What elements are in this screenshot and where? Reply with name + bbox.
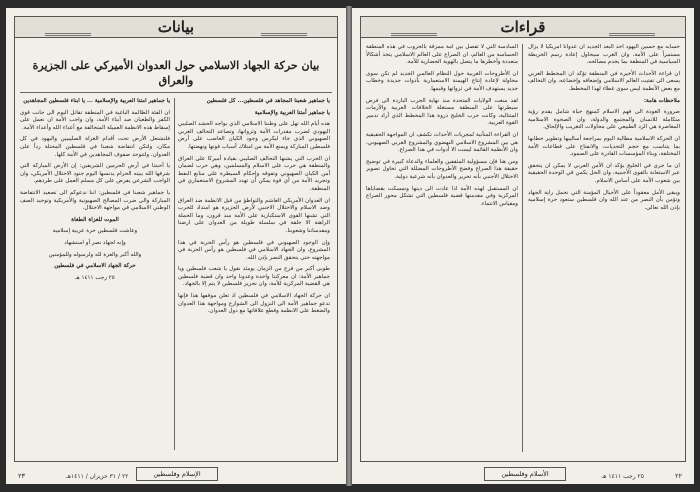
paragraph: ان حركة الجهاد الاسلامي في فلسطين اذ تعلن موقفها هذا فإنها تدعو جماهير الأمة الى النزول الى الشوارع ومواجهة هذا العدوان والضغط على الانظمة وقطع علاقاتها مع دول العدوان. (178, 293, 330, 315)
paragraph: طوبى أكبر من فرح من الزمان يومئذ نقول يا شعب فلسطين ويا جماهير الأمة: ان معركتنا واحدة وعدونا واحد وان قضية فلسطين هي القضية المركزية للأمة، وان تحرير فلسطين لا يتم إلا بالجهاد. (178, 266, 330, 288)
footer-magazine-label: الإسلام وفلسطين (153, 470, 201, 478)
footer-magazine-name (484, 467, 566, 481)
paragraph: ان الأطروحات الغربية حول النظام العالمي الجديد لم تكن سوى محاولة لإعادة إنتاج الهيمنة الاستعمارية بأدوات جديدة وخطاب جديد يستهدف الأمة في ثرواتها وقيمها. (366, 70, 518, 92)
paragraph: فلتشتعل الأرض تحت أقدام الغزاة الصليبيين واليهود في كل مكان، ولتكن انتفاضة شعبنا في فلسطين المحتلة رداً على العدوان، ولتتوحد صفوف المجاهدين في الأمة كلها. (20, 136, 170, 158)
paragraph: وإن الوجود الصهيوني في فلسطين هو رأس الحربة في هذا المشروع، وان الجهاد الاسلامي في فلسطين هو رأس الحربة في مواجهته حتى يتحقق النصر بإذن الله. (178, 239, 330, 261)
column-divider (522, 44, 523, 452)
footer-magazine-name (136, 467, 218, 481)
statement-date: ٢٥ رجب ١٤١١ هـ (75, 274, 115, 281)
headline-divider (20, 92, 332, 93)
section-header (14, 16, 338, 38)
signatory: حركة الجهاد الاسلامي في فلسطين (54, 263, 136, 270)
paragraph: ويبقى الأمل معقوداً على الأجيال المؤمنة التي تحمل راية الجهاد وتؤمن بأن النصر من عند الله وان فلسطين ستعود حرة إسلامية بإذن الله تعالى. (528, 189, 680, 211)
closing-line: الموت للغزاة الطغاة (71, 216, 119, 223)
header-ornament-left (45, 21, 91, 36)
closing-line: وإنه لجهاد نصر أو استشهاد (64, 239, 126, 246)
section-title: قراءات (500, 18, 546, 36)
paragraph: ان العدوان الأمريكي الغاشم والتواطؤ من قبل الانظمة ضد العراق وضد الاسلام والاحتلال الاجنبي لأرض الجزيرة هو امتداد للحرب التي تشنها القوى الاستكبارية على الأمة منذ قرون، وما الحملة الراهنة الا حلقة في سلسلة طويلة من العدوان على ارضنا ومقدساتنا وشعوبنا. (178, 197, 330, 234)
statement-column-left (20, 98, 170, 452)
paragraph: ان الحركة الاسلامية مطالبة اليوم بمراجعة أساليبها وتطوير خطابها بما يتناسب مع حجم التحديات، والانفتاح على قطاعات الأمة المختلفة، وبناء المؤسسات القادرة على الصمود. (528, 135, 680, 158)
paragraph: ان قراءة الأحداث الأخيرة في المنطقة تؤكد ان المخطط الغربي يسعى الى تفتيت العالم الاسلامي وإضعافه وإخضاعه، وان التحالف مع بعض الأنظمة ليس سوى غطاء لهذا المخطط. (528, 70, 680, 92)
left-page (6, 8, 346, 484)
paragraph: ان الفئة الظالمة الباغية في المنطقة تقاتل اليوم الى جانب قوى الكفر والطغيان ضد أبناء الأمة، وان واجب الأمة ان تعمل على إسقاط هذه الانظمة العميلة المتحالفة مع أعداء الله وأعداء الأمة. (20, 109, 170, 131)
article-column-right (528, 44, 680, 454)
paragraph: لقد سعت الولايات المتحدة منذ نهاية الحرب الباردة الى فرض سيطرتها على المنطقة مستغلة الخلافات العربية والأزمات المتتالية، وكانت حرب الخليج ذروة هذا المخطط الذي أراد تدمير القوة العربية. (366, 97, 518, 127)
section-header (360, 16, 686, 38)
paragraph: يا جماهير أمتنا العربية والإسلامية ... يا أبناء فلسطين المجاهدين (23, 98, 170, 104)
paragraph: ان القراءة المتأنية لمجريات الأحداث تكشف ان المواجهة الحقيقية هي بين المشروع الاسلامي النهضوي والمشروع الغربي الصهيوني، وان الأنظمة القائمة ليست الا أدوات في هذا الصراع. (366, 131, 518, 154)
footer-issue: ٢٢ / ٣١ حزيران / ١٤١١هـ (66, 473, 129, 480)
right-page (352, 8, 694, 484)
subheading: ملاحظات هامة: (643, 97, 680, 104)
footer-issue: ٢٥ رجب ١٤١١ هـ (601, 473, 644, 480)
paragraph: ان ما جرى في الخليج يؤكد ان الأمن العربي لا يمكن ان يتحقق عبر الاستعانة بالقوى الأجنبية، وان الحل يكمن في الوحدة الحقيقية بين شعوب الأمة على أساس الاسلام. (528, 162, 680, 184)
paragraph: السادسة التي لا تفصل بين أمة ممزقة بالحروب في هذه المنطقة الحساسة من العالم، ان الصراع على العالم الاسلامي يتخذ أشكالاً متعددة وأخطرها ما يتصل بالهوية الحضارية للأمة. (366, 44, 518, 66)
paragraph: ومن هنا فإن مسؤولية المثقفين والعلماء والدعاة كبيرة في توضيح حقيقة هذا الصراع وفضح الأطروحات المضللة التي تحاول تصوير الاحتلال الأجنبي بأنه تحرير والعدوان بأنه شرعية دولية. (366, 158, 518, 180)
article-column-left (366, 44, 518, 454)
paragraph: ان المستقبل لهذه الأمة اذا عادت الى دينها وتمسكت بقضاياها المركزية وفي مقدمتها قضية فلسطين التي تشكل محور الصراع ومقياس الانتماء. (366, 185, 518, 207)
paragraph: حسابه مع حسين اليهود أخذ البعد الجديد ان عدواناً أمريكياً لا يزال مستمراً على الأمة، وان الغرب سيحاول إعادة رسم الخريطة السياسية في المنطقة بما يخدم مصالحه. (528, 44, 680, 66)
closing-line: والله أكبر والعزة لله ولرسوله وللمؤمنين (48, 251, 142, 258)
paragraph: ضرورة العودة الى فهم الاسلام كمنهج حياة شامل يقدم رؤية متكاملة للانسان والمجتمع والدولة، وان الصحوة الاسلامية المعاصرة هي الرد الطبيعي على محاولات التغريب والإلحاق. (528, 109, 680, 131)
header-ornament-left (391, 21, 437, 36)
closing-line: وعاشت فلسطين حرة عربية إسلامية (52, 228, 138, 235)
paragraph: يا جماهير شعبنا المجاهد في فلسطين... كل فلسطين (206, 98, 330, 104)
section-title: بيانات (157, 18, 195, 36)
statement-column-right (178, 98, 330, 452)
column-divider (174, 98, 175, 450)
paragraph: يا أحبتنا في أرض الحرمين الشريفين: إن الأرض المباركة التي شرفها الله ببيته الحرام يدنسها اليوم جنود الاحتلال الأمريكي، وان الواجب الشرعي يفرض على كل مسلم العمل على طردهم. (20, 163, 170, 185)
footer-magazine-label: الأسلام وفلسطين (501, 470, 549, 478)
header-ornament-right (261, 21, 307, 36)
statement-headline: بيان حركة الجهاد الاسلامي حول العدوان الأميركي على الجزيرة والعراق (32, 59, 320, 87)
paragraph: يا جماهير أمتنا العربية والإسلامية (254, 109, 330, 116)
page-number: ٢٣ (18, 472, 25, 480)
header-ornament-right (609, 21, 655, 36)
page-number: ٢٢ (675, 472, 682, 480)
paragraph: ان الحرب التي يشنها التحالف الصليبي بقيادة أميركا على العراق والمنطقة هي حرب على الاسلام والمسلمين، وهي حرب لضمان أمن الكيان الصهيوني وتفوقه وإحكام السيطرة على منابع النفط وتجريد الأمة من أي قوة يمكن أن تهدد المشروع الاستعماري في المنطقة. (178, 155, 330, 192)
paragraph: يا جماهير شعبنا في فلسطين: اننا ندعوكم الى تصعيد الانتفاضة المباركة والى ضرب المصالح الصهيونية والأمريكية وتوحيد الصف الوطني الاسلامي في مواجهة الاحتلال. (20, 189, 170, 212)
paragraph: هذه أيام الله تهل على وطننا الاسلامي الذي يواجه الحشد الصليبي اليهودي لضرب مقدرات الأمة وثرواتها، وتصاعد التحالف الغربي الصهيوني الذي جاء ليكرس وجود الكيان الغاصب على أرض فلسطين المباركة ويمنع الأمة من امتلاك أسباب قوتها ونهضتها. (178, 121, 330, 150)
